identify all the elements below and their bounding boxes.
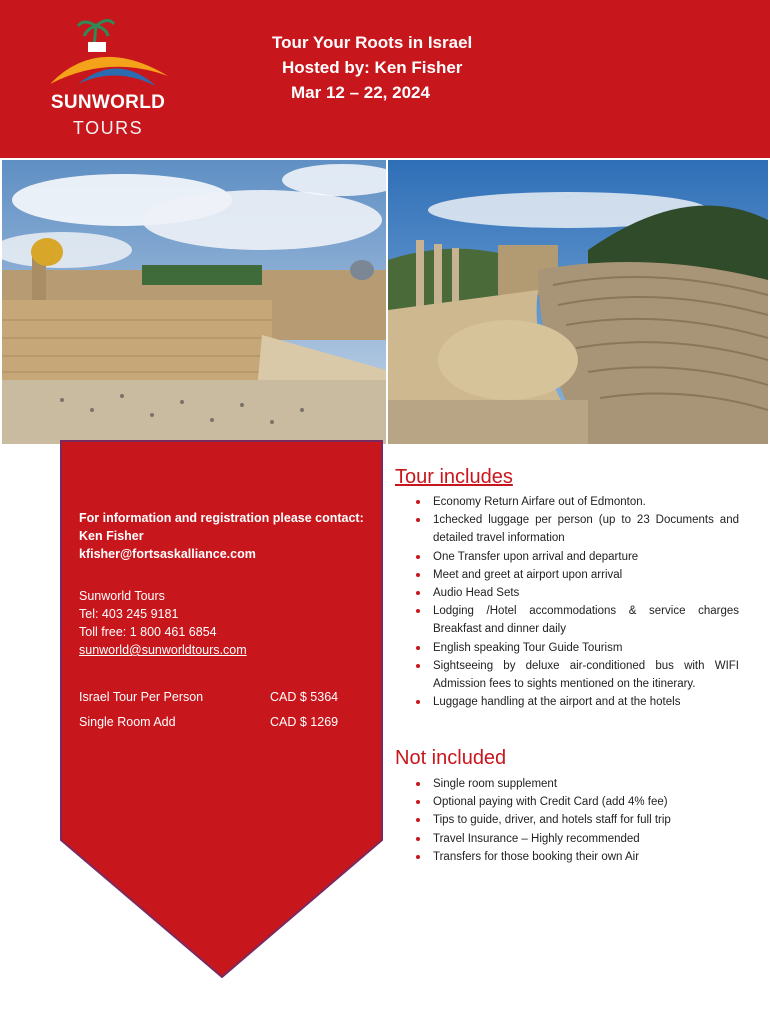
list-item: Audio Head Sets <box>433 584 739 602</box>
list-item: Meet and greet at airport upon arrival <box>433 566 739 584</box>
includes-heading: Tour includes <box>395 466 513 488</box>
list-item: One Transfer upon arrival and departure <box>433 548 739 566</box>
brand-sub: TOURS <box>72 118 144 138</box>
contact-name: Ken Fisher <box>79 529 144 543</box>
price-amount: CAD $ 1269 <box>270 715 339 729</box>
date-line: Mar 12 – 22, 2024 <box>291 83 430 102</box>
company-name: Sunworld Tours <box>79 589 165 603</box>
list-item: Luggage handling at the airport and at the hotels <box>433 693 739 711</box>
list-item: Transfers for those booking their own Air <box>433 848 739 866</box>
includes-list <box>415 493 739 711</box>
header-banner <box>0 0 770 158</box>
brand-name: SUNWORLD <box>50 92 166 113</box>
price-label: Single Room Add <box>79 715 176 729</box>
host-line: Hosted by: Ken Fisher <box>282 58 463 77</box>
list-item: Tips to guide, driver, and hotels staff for full trip <box>433 811 739 829</box>
contact-intro: For information and registration please contact: <box>79 511 364 525</box>
amphitheater-photo <box>388 160 768 444</box>
company-tel: Tel: 403 245 9181 <box>79 607 179 621</box>
list-item: 1checked luggage per person (up to 23 Documents and detailed travel information <box>433 511 739 547</box>
sunworld-logo <box>38 14 178 144</box>
list-item: Travel Insurance – Highly recommended <box>433 830 739 848</box>
sun-palm-icon <box>38 14 178 94</box>
tour-name: Tour Your Roots in Israel <box>272 33 473 52</box>
contact-email: kfisher@fortsaskalliance.com <box>79 547 256 561</box>
list-item: Sightseeing by deluxe air-conditioned bus with WIFI Admission fees to sights mentioned on the itinerary. <box>433 657 739 693</box>
list-item: Economy Return Airfare out of Edmonton. <box>433 493 739 511</box>
list-item: Optional paying with Credit Card (add 4% fee) <box>433 793 739 811</box>
list-item: English speaking Tour Guide Tourism <box>433 639 739 657</box>
jerusalem-photo <box>2 160 386 444</box>
price-amount: CAD $ 5364 <box>270 690 339 704</box>
company-email-link[interactable]: sunworld@sunworldtours.com <box>79 643 247 657</box>
company-tollfree: Toll free: 1 800 461 6854 <box>79 625 217 639</box>
list-item: Lodging /Hotel accommodations & service charges Breakfast and dinner daily <box>433 602 739 638</box>
not-included-list <box>415 775 739 866</box>
list-item: Single room supplement <box>433 775 739 793</box>
contact-block <box>79 509 369 659</box>
not-included-heading: Not included <box>395 747 507 769</box>
header-title <box>255 30 495 105</box>
price-label: Israel Tour Per Person <box>79 690 204 704</box>
